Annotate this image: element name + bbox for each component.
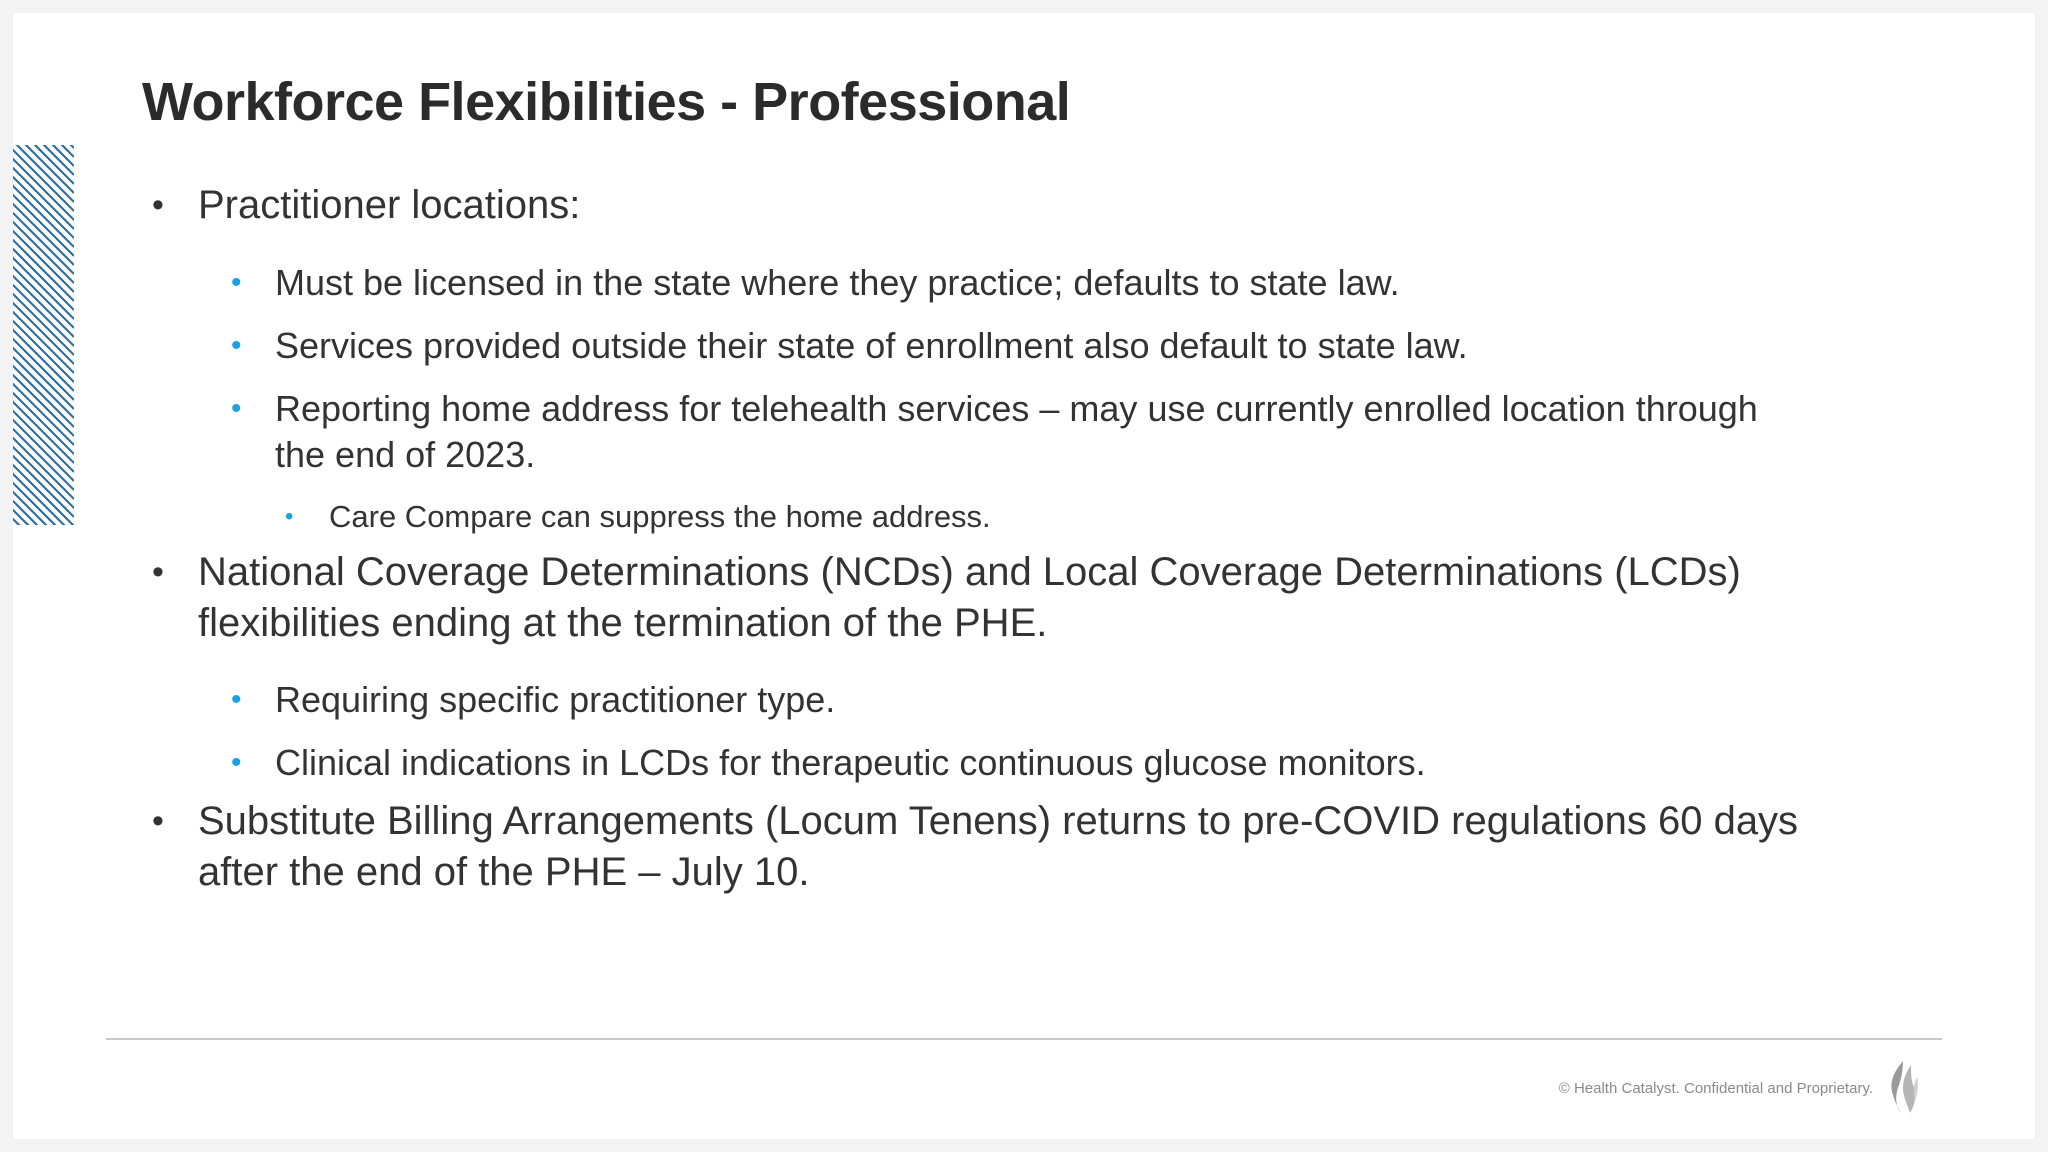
sub-sub-bullet-dot-icon: • [285, 503, 294, 530]
bullet-text: Requiring specific practitioner type. [275, 679, 836, 720]
sub-sub-bullet-care-compare [285, 497, 1729, 537]
bullet-text: National Coverage Determinations (NCDs) and Local Coverage Determinations (LCDs) flexibilities ending at the termination of the PHE. [198, 550, 1741, 645]
bullet-text: Must be licensed in the state where they practice; defaults to state law. [275, 262, 1400, 303]
health-catalyst-flame-icon [1883, 1059, 1923, 1115]
bullet-substitute-billing [152, 796, 1838, 898]
bullet-text: Practitioner locations: [198, 183, 581, 227]
bullet-dot-icon: • [152, 186, 164, 224]
footer-divider [106, 1038, 1942, 1040]
sub-bullet-services-outside-state [231, 323, 1795, 369]
sub-bullet-dot-icon: • [231, 392, 242, 425]
bullet-text: Care Compare can suppress the home address. [329, 499, 991, 534]
bullet-ncd-lcd-flexibilities [152, 547, 1838, 649]
slide-title: Workforce Flexibilities - Professional [142, 72, 1071, 132]
bullet-text: Services provided outside their state of enrollment also default to state law. [275, 325, 1468, 366]
bullet-text: Substitute Billing Arrangements (Locum Tenens) returns to pre-COVID regulations 60 days after the end of the PHE – July 10. [198, 799, 1799, 894]
bullet-practitioner-locations [152, 180, 1818, 231]
bullet-text: Clinical indications in LCDs for therapeutic continuous glucose monitors. [275, 742, 1426, 783]
sub-bullet-dot-icon: • [231, 266, 242, 299]
sub-bullet-dot-icon: • [231, 329, 242, 362]
slide [13, 13, 2035, 1139]
sub-bullet-licensed-state [231, 260, 1795, 306]
bullet-text: Reporting home address for telehealth services – may use currently enrolled location through the end of 2023. [275, 388, 1758, 475]
sub-bullet-dot-icon: • [231, 746, 242, 779]
sub-bullet-dot-icon: • [231, 683, 242, 716]
diagonal-stripes-decoration [13, 145, 74, 525]
bullet-dot-icon: • [152, 553, 164, 591]
sub-bullet-practitioner-type [231, 677, 1795, 723]
bullet-dot-icon: • [152, 802, 164, 840]
footer-copyright: © Health Catalyst. Confidential and Proprietary. [1558, 1080, 1873, 1097]
sub-bullet-reporting-home-address [231, 386, 1775, 478]
sub-bullet-glucose-monitors [231, 740, 1795, 786]
